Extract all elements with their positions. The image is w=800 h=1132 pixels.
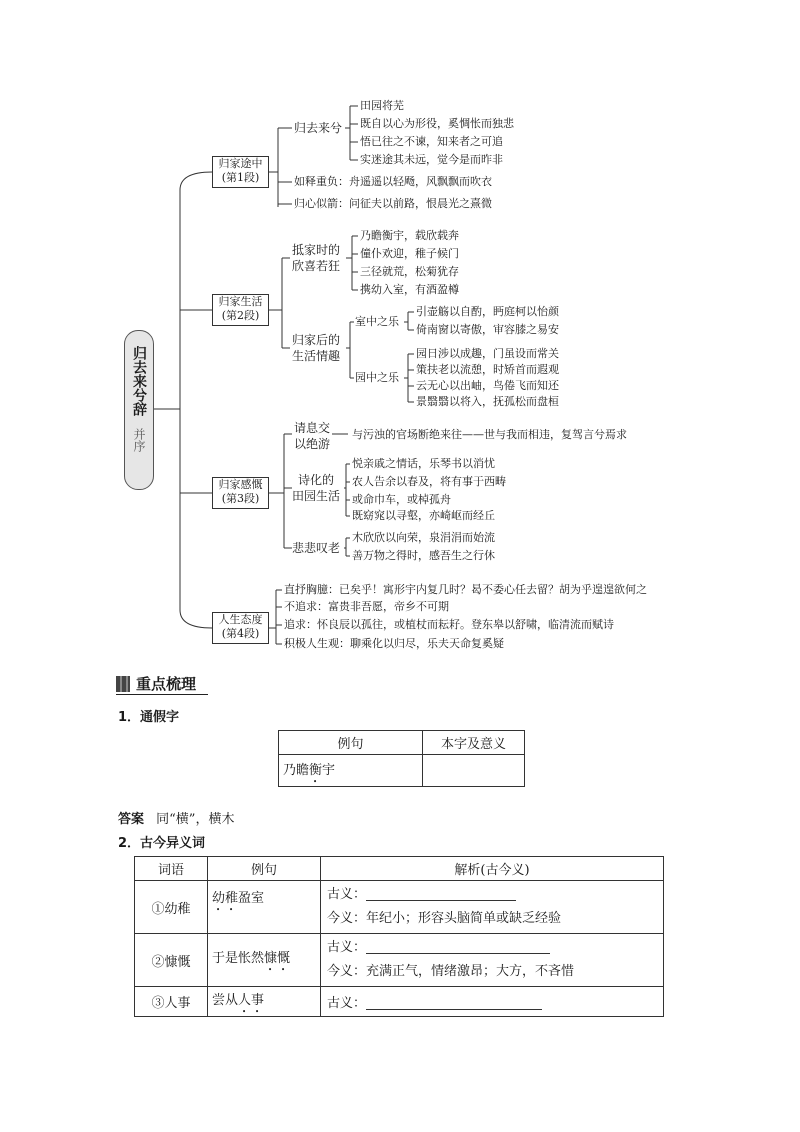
q1-header: 例句 (279, 731, 423, 755)
q1-table (278, 730, 525, 787)
q2-example (208, 881, 321, 934)
branch-1-box: 归家途中 (第1段) (212, 156, 269, 188)
b1-item: 田园将芜 (360, 99, 404, 112)
q2-word: ①幼稚 (135, 881, 208, 934)
b2-item: 引壶觞以自酌，眄庭柯以怡颜 (416, 305, 559, 318)
b4-item: 积极人生观：聊乘化以归尽，乐夫天命复奚疑 (284, 637, 504, 650)
q2-analysis (321, 934, 664, 987)
b2-item: 三径就荒，松菊犹存 (360, 265, 459, 278)
q1-header: 本字及意义 (423, 731, 525, 755)
answer-label: 答案 (118, 812, 145, 827)
b3-item: 既窈窕以寻壑，亦崎岖而经丘 (352, 509, 495, 522)
b3-sub2: 诗化的 田园生活 (292, 473, 341, 503)
q2-table (134, 856, 664, 1017)
answer-blank[interactable] (366, 888, 516, 901)
q2-word: ③人事 (135, 987, 208, 1017)
q1-title: 1．通假字 (118, 710, 180, 725)
b2-sub2a: 室中之乐 (355, 315, 399, 328)
b1-item: 悟已往之不谏，知来者之可追 (360, 135, 503, 148)
q2-example-text: 尝从人事 (212, 993, 265, 1008)
root-title: 归去来兮辞 (131, 346, 147, 416)
q2-header: 词语 (135, 857, 208, 881)
section-header (116, 672, 208, 695)
branch-3-box: 归家感慨 (第3段) (212, 477, 269, 509)
ancient-label: 古义： (327, 887, 367, 902)
q2-header: 例句 (208, 857, 321, 881)
b3-item: 或命巾车，或棹孤舟 (352, 493, 451, 506)
root-subtitle: 并序 (132, 428, 146, 452)
b2-item: 乃瞻衡宇，载欣载奔 (360, 229, 459, 242)
q1-answer (118, 808, 234, 827)
ancient-label: 古义： (327, 996, 367, 1011)
b4-item: 不追求：富贵非吾愿，帝乡不可期 (284, 600, 449, 613)
q2-word: ②慷慨 (135, 934, 208, 987)
b1-item3: 归心似箭：问征夫以前路，恨晨光之熹微 (294, 197, 492, 210)
b1-sub1: 归去来兮 (294, 121, 343, 135)
b2-sub2: 归家后的 生活情趣 (292, 333, 341, 363)
answer-blank[interactable] (366, 997, 542, 1010)
modern-meaning: 今义：充满正气，情绪激昂；大方，不吝惜 (327, 964, 575, 979)
b1-item: 实迷途其未远，觉今是而昨非 (360, 153, 503, 166)
b2-sub2b: 园中之乐 (355, 371, 399, 384)
branch-2-box: 归家生活 (第2段) (212, 294, 269, 326)
q1-example (279, 755, 423, 787)
q2-example (208, 934, 321, 987)
b2-item: 云无心以出岫，鸟倦飞而知还 (416, 379, 559, 392)
section-title: 重点梳理 (136, 675, 197, 693)
b2-sub1: 抵家时的 欣喜若狂 (292, 243, 341, 273)
q1-answer-cell (423, 755, 525, 787)
b2-item: 倚南窗以寄傲，审容膝之易安 (416, 323, 559, 336)
b2-item: 僮仆欢迎，稚子候门 (360, 247, 459, 260)
b2-item: 策扶老以流憩，时矫首而遐观 (416, 363, 559, 376)
b3-sub1-text: 与污浊的官场断绝来往——世与我而相违，复驾言兮焉求 (352, 428, 627, 441)
q2-example (208, 987, 321, 1017)
b3-sub1: 请息交 以绝游 (294, 421, 331, 451)
b4-item: 直抒胸臆：已矣乎！寓形宇内复几时？曷不委心任去留？胡为乎遑遑欲何之 (284, 583, 647, 596)
ancient-label: 古义： (327, 940, 367, 955)
mindmap-root (124, 330, 154, 490)
b2-item: 景翳翳以将入，抚孤松而盘桓 (416, 395, 559, 408)
q2-example-text: 于是怅然慷慨 (212, 950, 291, 966)
branch-4-box: 人生态度 (第4段) (212, 612, 269, 644)
q2-analysis (321, 987, 664, 1017)
b2-item: 携幼入室，有酒盈樽 (360, 283, 459, 296)
b1-item: 既自以心为形役，奚惆怅而独悲 (360, 117, 514, 130)
answer-text: 同“横”，横木 (156, 812, 235, 827)
b1-item2: 如释重负：舟遥遥以轻飏，风飘飘而吹衣 (294, 175, 492, 188)
b2-item: 园日涉以成趣，门虽设而常关 (416, 347, 559, 360)
b3-sub3: 悲悲叹老 (292, 541, 341, 555)
b3-item: 悦亲戚之情话，乐琴书以消忧 (352, 457, 495, 470)
q2-analysis (321, 881, 664, 934)
b3-item: 善万物之得时，感吾生之行休 (352, 549, 495, 562)
b3-item: 木欣欣以向荣，泉涓涓而始流 (352, 531, 495, 544)
section-bar-icon (116, 676, 130, 692)
q1-example-text: 乃瞻衡宇 (283, 763, 336, 778)
q2-header: 解析(古今义) (321, 857, 664, 881)
answer-blank[interactable] (366, 941, 550, 954)
b4-item: 追求：怀良辰以孤往，或植杖而耘耔。登东皋以舒啸，临清流而赋诗 (284, 618, 614, 631)
b3-item: 农人告余以春及，将有事于西畴 (352, 475, 506, 488)
q2-example-text: 幼稚盈室 (212, 891, 265, 906)
q2-title: 2．古今异义词 (118, 836, 206, 851)
modern-meaning: 今义：年纪小；形容头脑简单或缺乏经验 (327, 911, 562, 926)
